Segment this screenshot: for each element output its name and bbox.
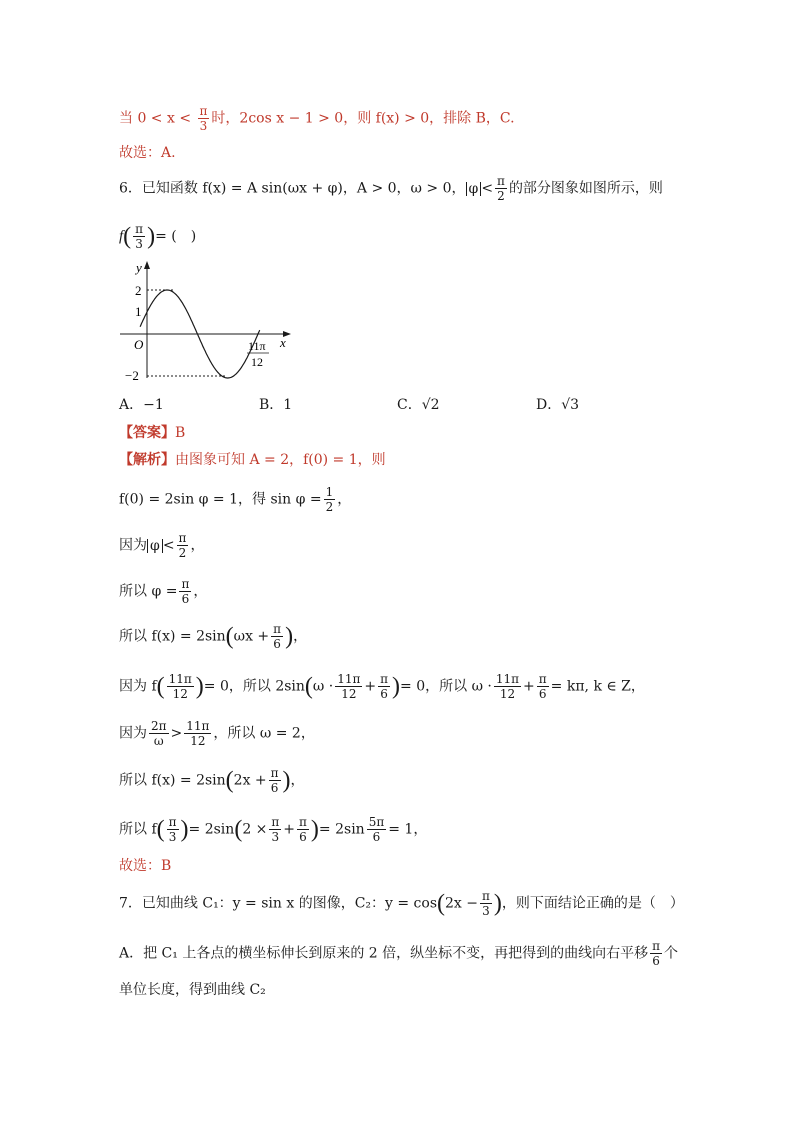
q6-conclusion: 故选：B (119, 858, 172, 874)
step-2: 因为 φ < $\frac{\pi}{2}$ ， (119, 531, 205, 560)
step-3: 所以 φ = $\frac{\pi}{6}$ ， (119, 577, 208, 606)
y-axis-arrow (144, 261, 150, 269)
q7-option-a-cont: 单位长度，得到曲线 C₂ (119, 982, 266, 998)
step-8: 所以 f( $\frac{\pi}{3}$ )= 2sin(2 × $\frac{\pi}{3}$ + $\frac{\pi}{6}$ )= 2sin $\frac{5\pi}{6}$ = 1， (119, 815, 428, 844)
q6-option-b[interactable]: B．1 (259, 397, 293, 413)
x-tick-num: 11π (248, 339, 266, 353)
q6-option-c[interactable]: C．√2 (397, 397, 440, 413)
q6-ask: f( $\frac{\pi}{3}$ )= ( ) (119, 222, 197, 251)
tick-label-2: 2 (135, 283, 142, 298)
step-6: 因为 $\frac{2\pi}{\omega}$ > $\frac{11\pi}{12}$ ，所以 ω = 2， (119, 719, 315, 748)
q6-stem: 6．已知函数 f(x) = A sin(ωx + φ)，A > 0，ω > 0， φ < $\frac{\pi}{2}$ 的部分图象如图所示，则 (119, 174, 663, 203)
q6-option-a[interactable]: A．−1 (119, 397, 164, 413)
q6-analysis: 【解析】由图象可知 A = 2，f(0) = 1，则 (119, 452, 386, 468)
q7-stem: 7．已知曲线 C₁：y = sin x 的图像，C₂：y = cos(2x − $\frac{\pi}{3}$ )，则下面结论正确的是（ ） (119, 889, 684, 918)
x-tick-den: 12 (251, 355, 263, 369)
q6-option-d[interactable]: D．√3 (536, 397, 580, 413)
step-7: 所以 f(x) = 2sin(2x + $\frac{\pi}{6}$ )， (119, 766, 305, 795)
step-1: f(0) = 2sin φ = 1，得 sin φ = $\frac{1}{2}$ ， (119, 485, 352, 514)
step-4: 所以 f(x) = 2sin(ωx + $\frac{\pi}{6}$ )， (119, 622, 308, 651)
y-axis-label: y (136, 260, 142, 275)
tick-label-neg2: −2 (125, 368, 139, 383)
q6-sine-graph (115, 256, 300, 384)
q7-option-a[interactable]: A．把 C₁ 上各点的横坐标伸长到原来的 2 倍，纵坐标不变，再把得到的曲线向右平移 $\frac{\pi}{6}$ 个 (119, 939, 679, 968)
prev-conclusion: 故选：A. (119, 145, 176, 161)
tick-label-1: 1 (135, 304, 142, 319)
origin-label: O (134, 337, 144, 352)
q6-answer: 【答案】B (119, 425, 186, 441)
step-5: 因为 f( $\frac{11\pi}{12}$ )= 0，所以 2sin(ω · $\frac{11\pi}{12}$ + $\frac{\pi}{6}$ )= 0，所以 ω · $\frac{11\pi}{12}$ + $\frac{\pi}{6}$ = kπ, k ∈ Z， (119, 672, 645, 701)
prev-solution-line-1: 当 0 < x < $\frac{\pi}{3}$ 时，2cos x − 1 > 0，则 f(x) > 0，排除 B，C. (119, 104, 515, 133)
x-axis-label: x (280, 335, 286, 350)
